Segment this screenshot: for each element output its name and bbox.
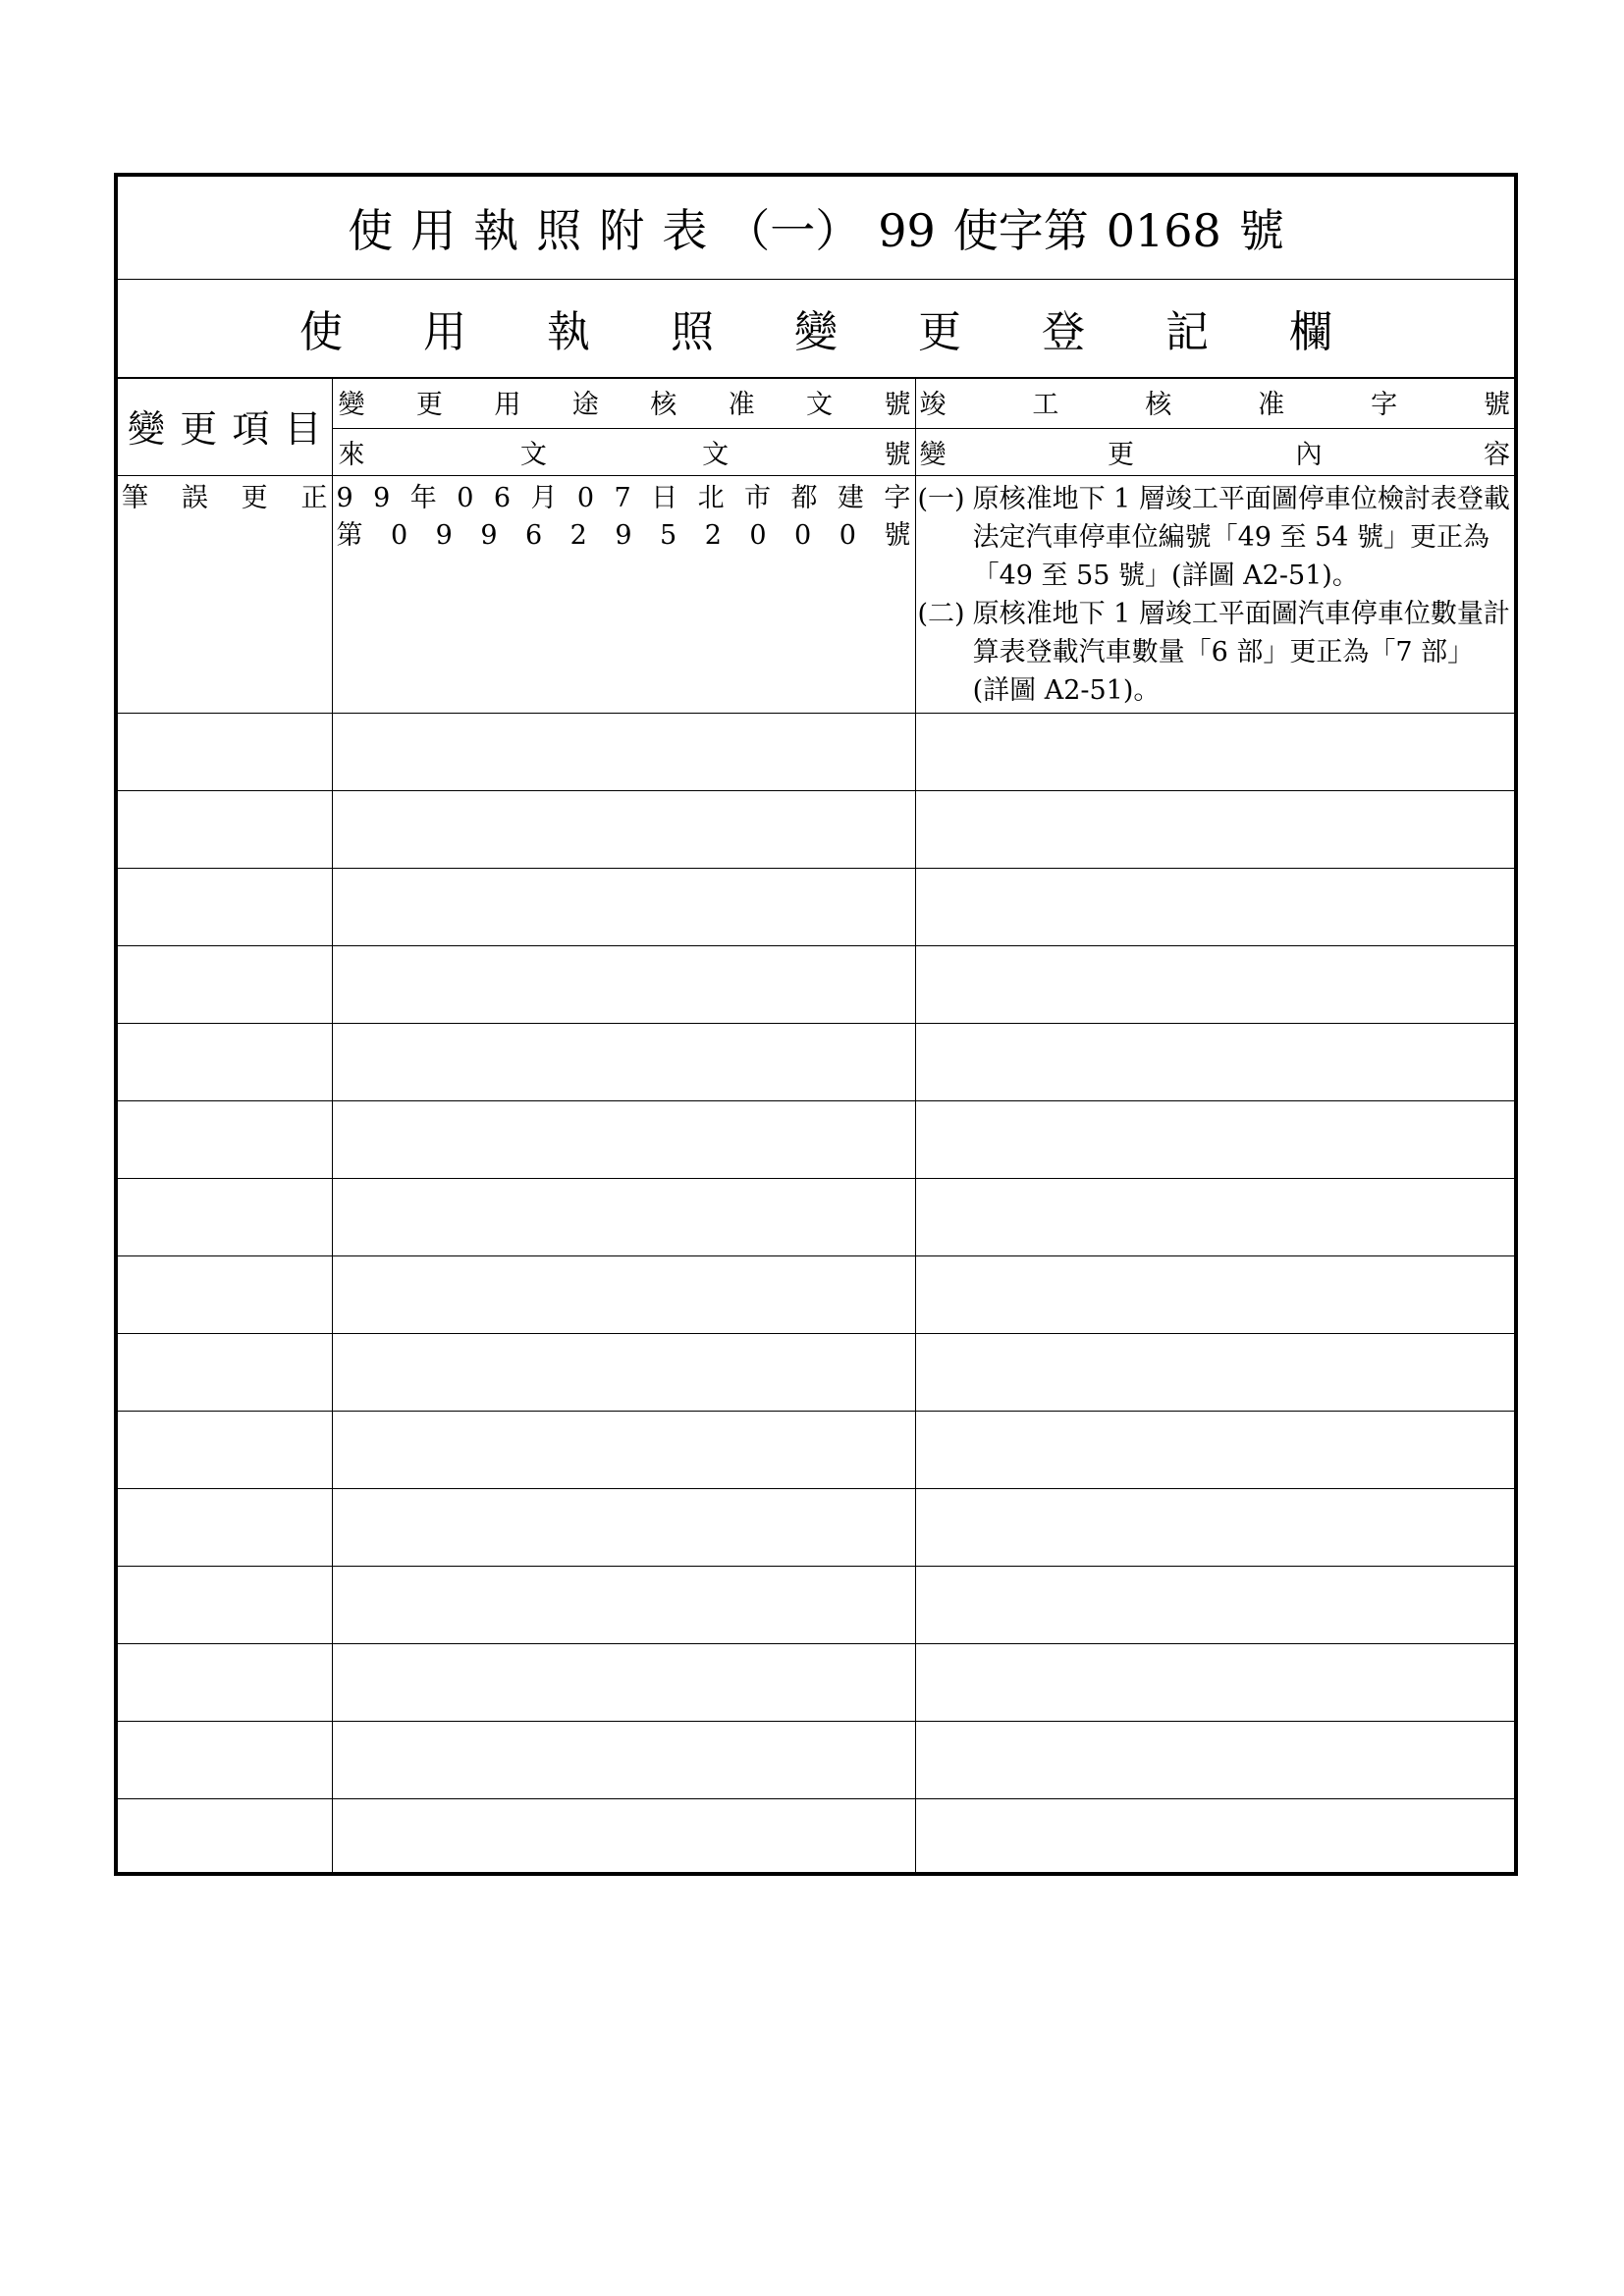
header-completion-char: 工 [1032, 390, 1059, 421]
entry-doc-char: 0 [457, 482, 474, 513]
section-heading-char: 更 [918, 307, 961, 357]
header-incoming-char: 文 [702, 439, 730, 470]
header-item-char: 項 [232, 407, 270, 452]
empty-cell [915, 1643, 1514, 1721]
empty-cell [915, 1488, 1514, 1566]
table-row [118, 1178, 1514, 1255]
empty-cell [915, 1333, 1514, 1411]
header-approval-char: 途 [571, 390, 599, 421]
entry-item-char: 更 [241, 482, 268, 513]
entry-doc-char: 9 [435, 519, 453, 551]
title-part: 附 [599, 204, 645, 257]
entry-doc-char: 第 [336, 519, 363, 551]
empty-cell [332, 1333, 915, 1411]
empty-cell [915, 1023, 1514, 1100]
empty-cell [915, 1100, 1514, 1178]
table-row [118, 1643, 1514, 1721]
header-row-1 [118, 377, 1514, 428]
section-heading-char: 欄 [1289, 307, 1332, 357]
registration-sheet [114, 173, 1518, 1876]
entry-doc-char: 0 [576, 482, 595, 513]
section-heading-text [299, 279, 1332, 377]
title-part: （一） [725, 204, 861, 257]
empty-cell [118, 1488, 332, 1566]
empty-cell [118, 1411, 332, 1488]
section-heading-char: 記 [1165, 307, 1209, 357]
title-part: 0168 [1106, 204, 1221, 257]
table-row [118, 868, 1514, 945]
header-item-char: 更 [180, 407, 218, 452]
empty-cell [915, 1798, 1514, 1875]
empty-cell [332, 945, 915, 1023]
empty-cell [118, 790, 332, 868]
entry-doc-char: 月 [530, 482, 558, 513]
entry-doc-char: 9 [480, 519, 498, 551]
header-change-content [915, 428, 1514, 475]
empty-cell [332, 868, 915, 945]
entry-doc-char: 0 [749, 519, 767, 551]
section-heading-char: 使 [299, 307, 343, 357]
entry-doc-char: 2 [704, 519, 722, 551]
header-content-char: 內 [1295, 439, 1323, 470]
entry-doc-line-2 [333, 517, 915, 555]
empty-cell [118, 868, 332, 945]
table-row [118, 1721, 1514, 1798]
section-heading-char: 照 [671, 307, 714, 357]
title-part: 號 [1238, 204, 1284, 257]
entry-content-cell [915, 475, 1514, 713]
table-row [118, 1566, 1514, 1643]
change-number: (二) [917, 598, 965, 629]
table-row [118, 713, 1514, 790]
entry-doc-char: 6 [525, 519, 543, 551]
table-row [118, 1488, 1514, 1566]
entry-doc-line-1 [333, 476, 915, 517]
entry-doc-char: 北 [697, 482, 725, 513]
title-part: 99 [878, 204, 936, 257]
empty-cell [332, 1023, 915, 1100]
empty-cell [332, 1178, 915, 1255]
header-approval-char: 文 [806, 390, 834, 421]
sheet-title-text [348, 195, 1284, 260]
change-list [916, 476, 1515, 710]
change-table [118, 377, 1514, 1875]
empty-cell [915, 1721, 1514, 1798]
empty-cell [332, 713, 915, 790]
entry-doc-char: 7 [614, 482, 631, 513]
section-heading-char: 登 [1042, 307, 1085, 357]
empty-cell [915, 1566, 1514, 1643]
header-approval-char: 核 [650, 390, 677, 421]
entry-doc-char: 都 [790, 482, 818, 513]
header-approval-char: 用 [494, 390, 521, 421]
entry-doc-char: 5 [660, 519, 677, 551]
header-approval-char: 號 [884, 390, 911, 421]
empty-cell [332, 1100, 915, 1178]
header-content-char: 更 [1108, 439, 1134, 470]
section-heading [118, 279, 1514, 379]
sheet-title [118, 177, 1514, 280]
header-approval-char: 更 [415, 390, 443, 421]
header-incoming-doc [332, 428, 915, 475]
entry-doc-char: 年 [409, 482, 437, 513]
entry-item-char: 正 [300, 482, 328, 513]
title-part: 照 [536, 204, 582, 257]
title-part: 使 [348, 204, 394, 257]
change-number: (一) [917, 483, 965, 514]
entry-doc-char: 市 [744, 482, 771, 513]
empty-cell [332, 1643, 915, 1721]
header-completion-char: 竣 [919, 390, 947, 421]
header-approval-no [332, 377, 915, 428]
header-content-char: 變 [919, 439, 947, 470]
header-completion-char: 號 [1483, 390, 1510, 421]
entry-item-char: 筆 [122, 482, 148, 513]
table-row [118, 1255, 1514, 1333]
header-completion-no [915, 377, 1514, 428]
empty-cell [332, 1255, 915, 1333]
empty-cell [915, 790, 1514, 868]
empty-cell [118, 1566, 332, 1643]
section-heading-char: 用 [423, 307, 466, 357]
empty-cell [118, 1023, 332, 1100]
entry-doc-char: 號 [884, 519, 911, 551]
entry-doc-char: 2 [569, 519, 587, 551]
empty-cell [332, 1411, 915, 1488]
empty-cell [915, 868, 1514, 945]
entry-doc-char: 9 [336, 482, 353, 513]
table-row [118, 790, 1514, 868]
empty-cell [332, 790, 915, 868]
empty-cell [118, 1721, 332, 1798]
change-item [918, 595, 1511, 710]
empty-cell [915, 1255, 1514, 1333]
change-text: 原核准地下 1 層竣工平面圖汽車停車位數量計算表登載汽車數量「6 部」更正為「7 部」(詳圖 A2-51)。 [972, 598, 1510, 706]
entry-doc-char: 9 [615, 519, 632, 551]
empty-cell [118, 1333, 332, 1411]
header-approval-char: 變 [338, 390, 365, 421]
empty-cell [915, 945, 1514, 1023]
entry-item [118, 476, 332, 517]
table-row [118, 945, 1514, 1023]
header-incoming-char: 來 [338, 439, 365, 470]
entry-doc-char: 字 [884, 482, 911, 513]
title-part: 表 [662, 204, 708, 257]
empty-cell [332, 1798, 915, 1875]
empty-cell [118, 1798, 332, 1875]
entry-doc-char: 6 [493, 482, 511, 513]
entry-doc-char: 0 [390, 519, 408, 551]
table-row [118, 1411, 1514, 1488]
section-heading-char: 變 [794, 307, 838, 357]
table-row [118, 1333, 1514, 1411]
header-incoming-char: 號 [884, 439, 911, 470]
title-part: 使字第 [952, 204, 1089, 257]
header-completion-char: 核 [1145, 390, 1172, 421]
entry-doc-char: 0 [794, 519, 812, 551]
title-part: 執 [473, 204, 519, 257]
empty-cell [915, 1411, 1514, 1488]
empty-cell [915, 1178, 1514, 1255]
empty-cell [118, 1255, 332, 1333]
section-heading-char: 執 [547, 307, 590, 357]
empty-cell [332, 1566, 915, 1643]
entry-doc-char: 9 [373, 482, 391, 513]
entry-item-char: 誤 [181, 482, 208, 513]
entry-doc-cell [332, 475, 915, 713]
change-item [918, 480, 1511, 595]
header-approval-char: 准 [728, 390, 755, 421]
header-item-char: 目 [284, 407, 322, 452]
header-completion-char: 字 [1371, 390, 1398, 421]
empty-cell [915, 713, 1514, 790]
empty-cell [332, 1488, 915, 1566]
empty-cell [118, 713, 332, 790]
empty-cell [118, 1178, 332, 1255]
table-row [118, 475, 1514, 713]
entry-item-cell [118, 475, 332, 713]
title-part: 用 [410, 204, 457, 257]
header-content-char: 容 [1484, 439, 1510, 470]
entry-doc-char: 建 [837, 482, 864, 513]
entry-doc-char: 0 [839, 519, 856, 551]
entry-doc-char: 日 [651, 482, 678, 513]
empty-cell [332, 1721, 915, 1798]
header-completion-char: 准 [1258, 390, 1285, 421]
empty-cell [118, 1100, 332, 1178]
header-change-item [118, 377, 332, 475]
header-item-char: 變 [128, 407, 166, 452]
table-row [118, 1798, 1514, 1875]
table-row [118, 1023, 1514, 1100]
header-incoming-char: 文 [519, 439, 547, 470]
empty-cell [118, 1643, 332, 1721]
empty-cell [118, 945, 332, 1023]
table-row [118, 1100, 1514, 1178]
change-text: 原核准地下 1 層竣工平面圖停車位檢討表登載法定汽車停車位編號「49 至 54 號」更正為「49 至 55 號」(詳圖 A2-51)。 [972, 483, 1510, 591]
